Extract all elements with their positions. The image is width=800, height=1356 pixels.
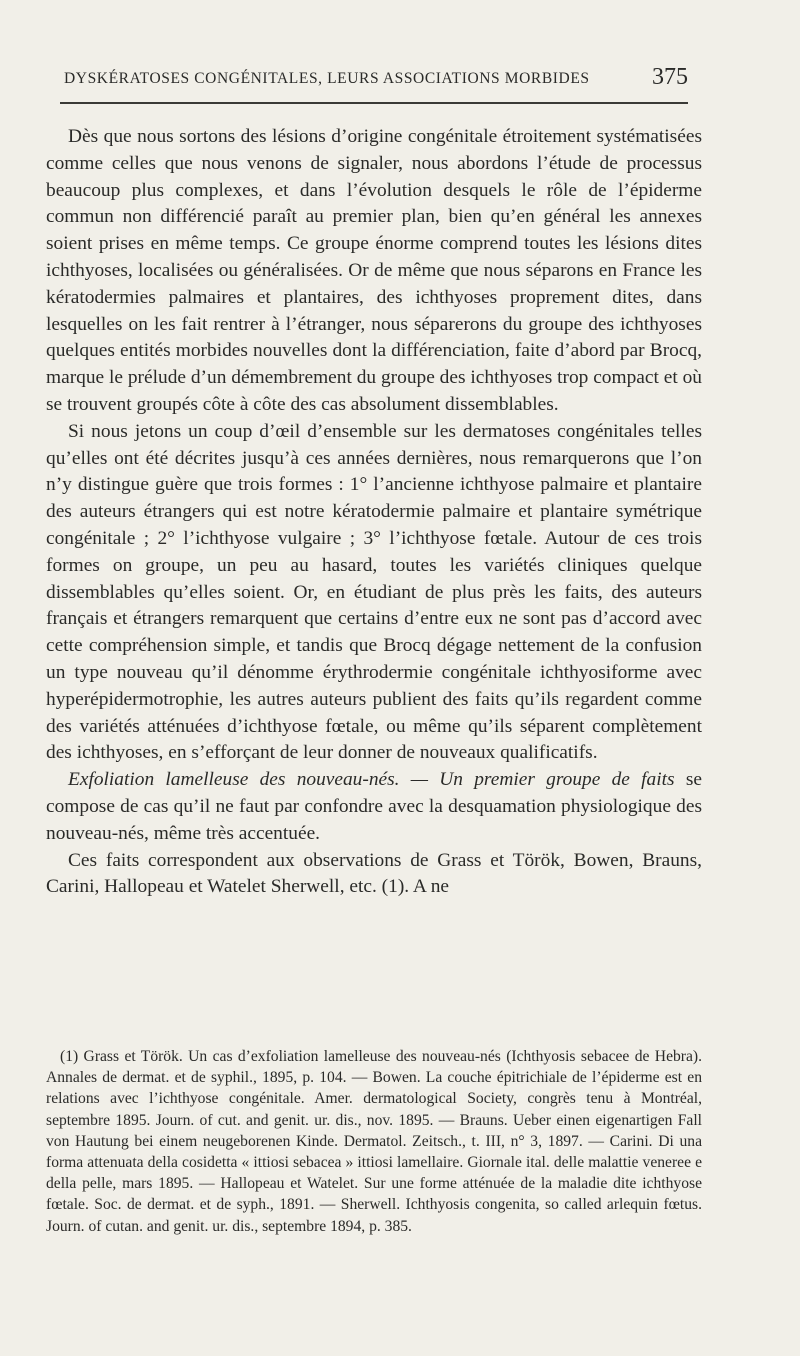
page-number: 375	[652, 64, 688, 90]
paragraph: Dès que nous sortons des lésions d’origine congénitale étroitement systématisées comme celles que nous venons de signaler, nous abordons l’étude de processus beaucoup plus complexes, et dans l’évolution desquels le rôle de l’épiderme commun non différencié paraît au premier plan, bien qu’en général les annexes soient prises en même temps. Ce groupe énorme comprend toutes les lésions dites ichthyoses, localisées ou généralisées. Or de même que nous séparons en France les kératodermies palmaires et plantaires, des ichthyoses proprement dites, dans lesquelles on les fait rentrer à l’étranger, nous séparerons du groupe des ichthyoses quelques entités morbides nouvelles dont la différenciation, faite d’abord par Brocq, marque le prélude d’un démembrement du groupe des ichthyoses trop compact et où se trouvent groupés côte à côte des cas absolument dissemblables.	[46, 126, 702, 415]
header-rule	[60, 102, 688, 104]
paragraph: Si nous jetons un coup d’œil d’ensemble sur les dermatoses congénitales telles qu’elles ont été décrites jusqu’à ces années dernières, nous remarquerons que l’on n’y distingue guère que trois formes : 1° l’ancienne ichthyose palmaire et plantaire des auteurs étrangers qui est notre kératodermie palmaire et plantaire symétrique congénitale ; 2° l’ichthyose vulgaire ; 3° l’ichthyose fœtale. Autour de ces trois formes on groupe, un peu au hasard, toutes les variétés cliniques quelque dissemblables qu’elles soient. Or, en étudiant de plus près les faits, des auteurs français et étrangers remarquent que certains d’entre eux ne sont pas d’accord avec cette compréhension simple, et tandis que Brocq dégage nettement de la confusion un type nouveau qu’il dénomme érythrodermie congénitale ichthyosiforme avec hyperépidermotrophie, les autres auteurs publient des faits qu’ils regardent comme des variétés atténuées d’ichthyose fœtale, ou même qu’ils séparent complètement des ichthyoses, en s’efforçant de leur donner de nouveaux qualificatifs.	[46, 420, 702, 764]
paragraph	[46, 767, 702, 847]
main-text	[46, 124, 702, 901]
paragraph: Ces faits correspondent aux observations de Grass et Török, Bowen, Brauns, Carini, Hallopeau et Watelet Sherwell, etc. (1). A ne	[46, 849, 702, 898]
running-title: DYSKÉRATOSES CONGÉNITALES, LEURS ASSOCIATIONS MORBIDES	[64, 70, 590, 87]
footnotes	[46, 1046, 702, 1237]
paragraph-text: se compose de cas qu’il ne faut par confondre avec la desquamation physiologique des nouveau-nés, même très accentuée.	[46, 769, 702, 844]
running-head	[60, 64, 700, 94]
section-heading: Exfoliation lamelleuse des nouveau-nés. — Un premier groupe de faits	[68, 769, 675, 791]
footnote: (1) Grass et Török. Un cas d’exfoliation lamelleuse des nouveau-nés (Ichthyosis sebacee de Hebra). Annales de dermat. et de syphil., 1895, p. 104. — Bowen. La couche épitrichiale de l’épiderme est en relations avec l’ichthyose congénitale. Amer. dermatological Society, congrès tenu à Montréal, septembre 1895. Journ. of cut. and genit. ur. dis., nov. 1895. — Brauns. Ueber einen eigenartigen Fall von Hautung bei einem neugeborenen Kinde. Dermatol. Zeitsch., t. III, n° 3, 1897. — Carini. Di una forma attenuata della cosidetta « ittiosi sebacea » ittiosi lamellaire. Giornale ital. delle malattie veneree e della pelle, mars 1895. — Hallopeau et Watelet. Sur une forme atténuée de la maladie dite ichthyose fœtale. Soc. de dermat. et de syph., 1891. — Sherwell. Ichthyosis congenita, so called arlequin fœtus. Journ. of cutan. and genit. ur. dis., septembre 1894, p. 385.	[46, 1048, 702, 1235]
